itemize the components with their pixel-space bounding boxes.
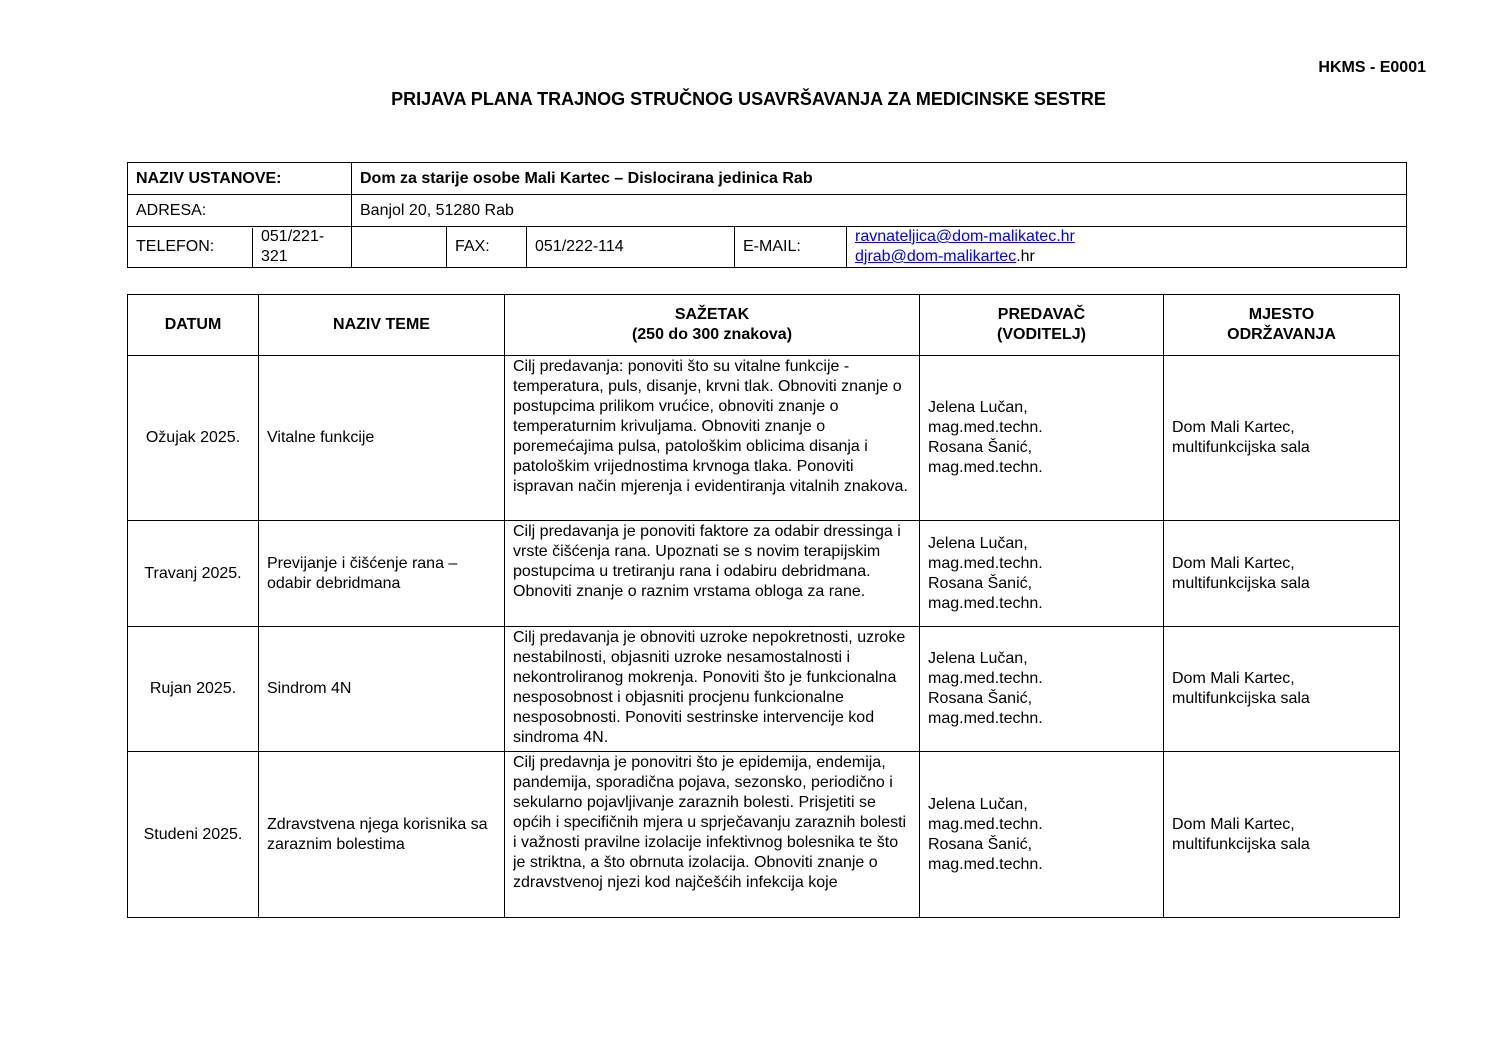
- email-values: [847, 227, 1407, 268]
- lecturer-1-title: mag.med.techn.: [928, 554, 1043, 572]
- lecturer-1-name: Jelena Lučan,: [928, 795, 1028, 813]
- row-summary-text: Cilj predavanja je obnoviti uzroke nepokretnosti, uzroke nestabilnosti, objasniti uzroke nesamostalnosti i nekontroliranog mokrenja. Ponoviti što je funkcionalna nesposobnost i objasniti procjenu funkcionalne nesposobnosti. Ponoviti sestrinske intervencije kod sindroma 4N.: [513, 629, 906, 746]
- phone-label: TELEFON:: [128, 228, 253, 267]
- venue-line-2: multifunkcijska sala: [1172, 439, 1310, 456]
- venue-line-1: Dom Mali Kartec,: [1172, 670, 1295, 687]
- row-venue: [1164, 521, 1400, 627]
- lecturer-2-title: mag.med.techn.: [928, 594, 1043, 612]
- address-label: ADRESA:: [128, 195, 352, 227]
- table-row: [128, 521, 1400, 627]
- header-summary-line-1: SAŽETAK: [674, 306, 750, 323]
- row-date: Travanj 2025.: [128, 521, 259, 627]
- header-venue-line-1: MJESTO: [1248, 306, 1315, 323]
- row-topic: Sindrom 4N: [259, 627, 505, 752]
- row-date: Rujan 2025.: [128, 627, 259, 752]
- venue-line-1: Dom Mali Kartec,: [1172, 815, 1295, 833]
- institution-row: [128, 163, 1407, 195]
- table-row: [128, 356, 1400, 521]
- row-summary: [505, 356, 920, 521]
- table-row: [128, 752, 1400, 918]
- institution-info-table: [127, 162, 1407, 268]
- fax-value: 051/222-114: [527, 227, 735, 268]
- address-row: [128, 195, 1407, 227]
- row-lecturers: [920, 521, 1164, 627]
- venue-line-2: multifunkcijska sala: [1172, 690, 1310, 707]
- row-topic: Previjanje i čišćenje rana – odabir debridmana: [259, 521, 505, 627]
- header-lecturer-line-1: PREDAVAČ: [997, 306, 1086, 323]
- header-date: DATUM: [128, 295, 259, 356]
- row-date: Studeni 2025.: [128, 752, 259, 918]
- venue-line-1: Dom Mali Kartec,: [1172, 419, 1295, 436]
- header-summary: [505, 295, 920, 356]
- header-summary-line-2: (250 do 300 znakova): [631, 326, 793, 343]
- institution-value: Dom za starije osobe Mali Kartec – Dislocirana jedinica Rab: [352, 163, 1407, 195]
- row-venue: [1164, 356, 1400, 521]
- venue-line-2: multifunkcijska sala: [1172, 835, 1310, 853]
- lecturer-1-name: Jelena Lučan,: [928, 650, 1028, 667]
- lecturer-2-name: Rosana Šanić,: [928, 835, 1033, 853]
- plan-header-row: [128, 295, 1400, 356]
- row-lecturers: [920, 627, 1164, 752]
- lecturer-2-name: Rosana Šanić,: [928, 439, 1033, 456]
- row-topic: Vitalne funkcije: [259, 356, 505, 521]
- header-lecturer: [920, 295, 1164, 356]
- lecturer-1-name: Jelena Lučan,: [928, 399, 1028, 416]
- document-code: HKMS - E0001: [1318, 59, 1426, 76]
- header-lecturer-line-2: (VODITELJ): [997, 326, 1086, 343]
- table-row: [128, 627, 1400, 752]
- row-topic: Zdravstvena njega korisnika sa zaraznim bolestima: [259, 752, 505, 918]
- email-label: E-MAIL:: [735, 227, 847, 268]
- header-venue-line-2: ODRŽAVANJA: [1227, 326, 1336, 343]
- lecturer-2-title: mag.med.techn.: [928, 459, 1043, 476]
- phone-cell: [128, 227, 352, 268]
- lecturer-2-title: mag.med.techn.: [928, 710, 1043, 727]
- contact-row: [128, 227, 1407, 268]
- lecturer-1-name: Jelena Lučan,: [928, 534, 1028, 552]
- row-summary: [505, 521, 920, 627]
- row-venue: [1164, 627, 1400, 752]
- address-value: Banjol 20, 51280 Rab: [352, 195, 1407, 227]
- venue-line-1: Dom Mali Kartec,: [1172, 554, 1295, 572]
- header-venue: [1164, 295, 1400, 356]
- institution-label: NAZIV USTANOVE:: [128, 163, 352, 195]
- row-summary-text: Cilj predavanja je ponoviti faktore za odabir dressinga i vrste čišćenja rana. Upoznati se s novim terapijskim postupcima u tretiranju rana i odabiru debridmana. Obnoviti znanje o raznim vrstama obloga za rane.: [513, 523, 901, 600]
- row-summary-text: Cilj predavanja: ponoviti što su vitalne funkcije - temperatura, puls, disanje, krvni tlak. Obnoviti znanje o postupcima prilikom vrućice, obnoviti znanje o temperaturnim krivuljama. Obnoviti znanje o poremećajima pulsa, patološkim oblicima disanja i patološkim vrijednostima krvnoga tlaka. Ponoviti ispravan način mjerenja i evidentiranja vitalnih znakova.: [513, 358, 908, 495]
- lecturer-2-name: Rosana Šanić,: [928, 690, 1033, 707]
- education-plan-table: [127, 294, 1400, 918]
- lecturer-1-title: mag.med.techn.: [928, 419, 1043, 436]
- fax-label: FAX:: [447, 227, 527, 268]
- lecturer-2-title: mag.med.techn.: [928, 855, 1043, 873]
- lecturer-2-name: Rosana Šanić,: [928, 574, 1033, 592]
- row-summary-text: Cilj predavnja je ponovitri što je epidemija, endemija, pandemija, sporadična pojava, sezonsko, periodično i sekularno pojavljivanje zaraznih bolesti. Prisjetiti se općih i specifičnih mjera u sprječavanju zaraznih bolesti i važnosti pravilne izolacije infektivnog bolesnika te što je striktna, a što obrnuta izolacija. Obnoviti znanje o zdravstvenoj njezi kod najčešćih infekcija koje: [513, 754, 907, 891]
- row-summary: [505, 752, 920, 918]
- lecturer-1-title: mag.med.techn.: [928, 670, 1043, 687]
- venue-line-2: multifunkcijska sala: [1172, 574, 1310, 592]
- page-title: PRIJAVA PLANA TRAJNOG STRUČNOG USAVRŠAVANJA ZA MEDICINSKE SESTRE: [391, 89, 1106, 109]
- row-lecturers: [920, 752, 1164, 918]
- email-2-suffix: .hr: [1016, 248, 1035, 265]
- email-link-1[interactable]: ravnateljica@dom-malikatec.hr: [855, 228, 1075, 245]
- phone-value: 051/221-321: [261, 228, 325, 265]
- phone-value-spacer: [352, 227, 447, 268]
- header-topic: NAZIV TEME: [259, 295, 505, 356]
- email-link-2[interactable]: djrab@dom-malikartec: [855, 248, 1017, 265]
- row-lecturers: [920, 356, 1164, 521]
- row-date: Ožujak 2025.: [128, 356, 259, 521]
- row-venue: [1164, 752, 1400, 918]
- row-summary: [505, 627, 920, 752]
- lecturer-1-title: mag.med.techn.: [928, 815, 1043, 833]
